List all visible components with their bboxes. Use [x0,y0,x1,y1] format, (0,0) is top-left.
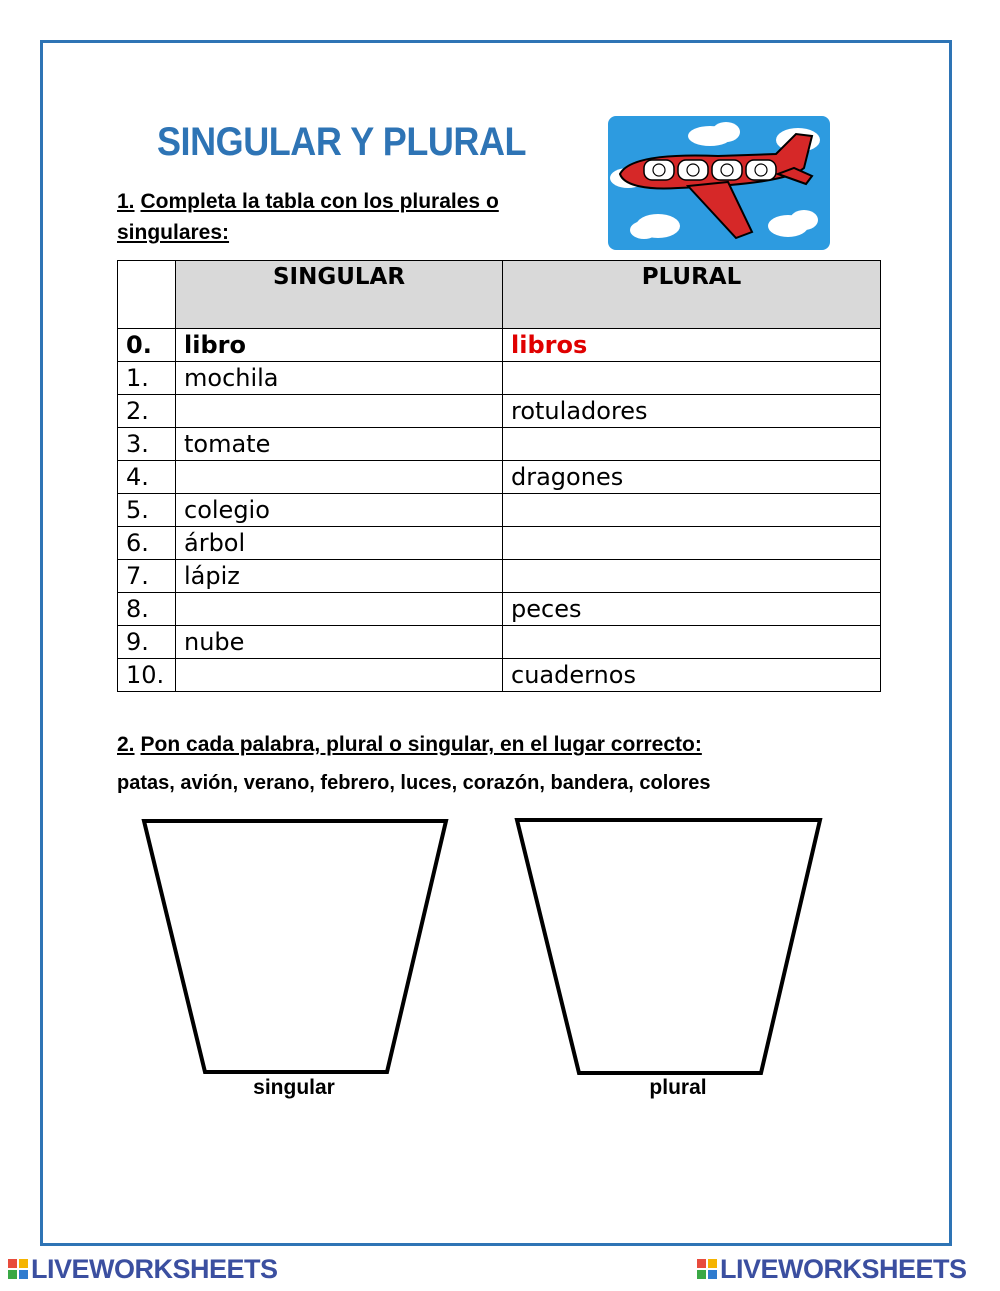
table-row [118,659,881,692]
table-row [118,527,881,560]
row-number: 3. [118,428,176,461]
brand-squares-icon [8,1259,28,1279]
singular-bucket-label: singular [253,1076,335,1099]
table-header-row [118,261,881,329]
singular-answer-field[interactable] [176,659,503,692]
row-number: 7. [118,560,176,593]
brand-name: LIVEWORKSHEETS [720,1253,967,1284]
row-number: 9. [118,626,176,659]
row-number: 2. [118,395,176,428]
plural-cell: peces [503,593,881,626]
singular-answer-field[interactable] [176,395,503,428]
header-corner [118,261,176,329]
table-row-example [118,329,881,362]
exercise-1-instruction [117,186,587,248]
singular-answer-field[interactable] [176,461,503,494]
plural-answer-field[interactable] [503,362,881,395]
singular-drop-bucket[interactable] [140,817,450,1079]
singular-answer-field[interactable] [176,593,503,626]
exercise-2-text: Pon cada palabra, plural o singular, en el lugar correcto: [140,733,702,756]
singular-cell: árbol [176,527,503,560]
airplane-illustration [608,116,830,250]
header-singular: SINGULAR [176,261,503,329]
table-row [118,626,881,659]
exercise-1-number: 1. [117,190,135,213]
plural-cell: libros [503,329,881,362]
plural-cell: dragones [503,461,881,494]
table-row [118,395,881,428]
plural-answer-field[interactable] [503,494,881,527]
row-number: 6. [118,527,176,560]
singular-cell: tomate [176,428,503,461]
plural-bucket-label: plural [649,1076,707,1099]
plural-drop-bucket[interactable] [513,817,823,1079]
plural-cell: rotuladores [503,395,881,428]
row-number: 0. [118,329,176,362]
word-bank: patas, avión, verano, febrero, luces, corazón, bandera, colores [117,772,711,794]
plural-answer-field[interactable] [503,560,881,593]
table-row [118,362,881,395]
singular-plural-table [117,260,881,692]
plural-answer-field[interactable] [503,428,881,461]
header-plural: PLURAL [503,261,881,329]
table-row [118,461,881,494]
exercise-2-number: 2. [117,733,135,756]
singular-cell: colegio [176,494,503,527]
row-number: 4. [118,461,176,494]
row-number: 8. [118,593,176,626]
liveworksheets-logo-right [697,1254,967,1284]
brand-name: LIVEWORKSHEETS [31,1253,278,1284]
singular-cell: mochila [176,362,503,395]
row-number: 1. [118,362,176,395]
table-row [118,593,881,626]
row-number: 10. [118,659,176,692]
table-row [118,560,881,593]
exercise-1-text: Completa la tabla con los plurales o singulares: [117,190,499,244]
brand-squares-icon [697,1259,717,1279]
table-row [118,428,881,461]
plural-cell: cuadernos [503,659,881,692]
page-title: SINGULAR Y PLURAL [157,120,527,164]
singular-cell: nube [176,626,503,659]
singular-cell: lápiz [176,560,503,593]
singular-cell: libro [176,329,503,362]
plural-answer-field[interactable] [503,527,881,560]
liveworksheets-logo-left [8,1254,278,1284]
exercise-2-instruction [117,729,877,760]
table-row [118,494,881,527]
plural-answer-field[interactable] [503,626,881,659]
row-number: 5. [118,494,176,527]
